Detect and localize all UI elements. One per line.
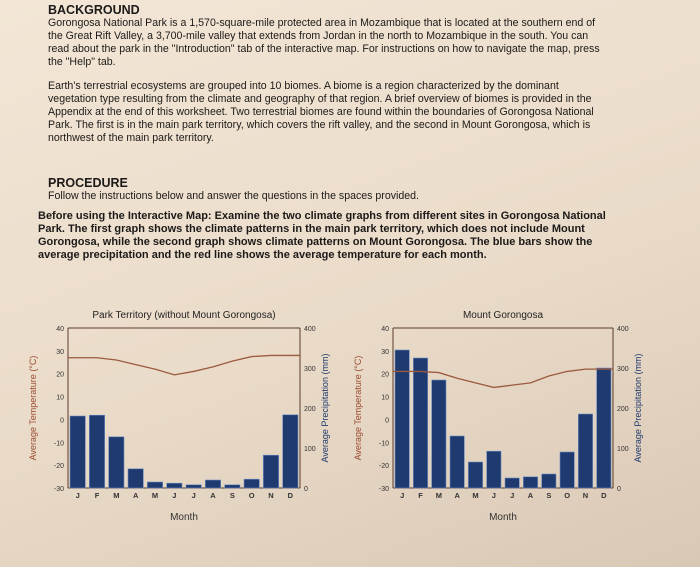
- x-tick-label: J: [172, 491, 177, 500]
- x-tick-label: F: [94, 491, 100, 500]
- x-tick-label: M: [151, 491, 159, 500]
- y-tick-label: 0: [60, 417, 64, 425]
- precipitation-bar: [523, 477, 537, 488]
- precipitation-bar: [505, 478, 519, 488]
- precipitation-bar: [244, 479, 259, 488]
- x-tick-label: D: [601, 491, 607, 500]
- precipitation-bar: [450, 436, 464, 488]
- x-tick-label: A: [527, 491, 534, 500]
- y2-tick-label: 300: [304, 366, 316, 373]
- precipitation-bar: [89, 415, 104, 488]
- background-section: [48, 4, 608, 69]
- x-tick-label: J: [75, 491, 80, 500]
- procedure-section: [48, 177, 608, 203]
- x-axis-label: Month: [489, 512, 517, 523]
- precipitation-bar: [560, 452, 574, 488]
- x-tick-label: M: [435, 491, 442, 500]
- y-tick-label: -30: [53, 486, 64, 493]
- precipitation-bar: [205, 480, 220, 488]
- y2-tick-label: 200: [617, 406, 629, 413]
- precipitation-bar: [186, 485, 201, 488]
- x-tick-label: D: [287, 491, 294, 500]
- temperature-line: [68, 355, 300, 374]
- procedure-intro: Follow the instructions below and answer the questions in the spaces provided.: [48, 190, 419, 202]
- y2-tick-label: 0: [617, 486, 621, 493]
- x-tick-label: O: [564, 491, 571, 500]
- procedure-heading: PROCEDURE: [48, 176, 128, 190]
- precipitation-bar: [542, 474, 556, 488]
- y2-tick-label: 100: [617, 446, 629, 453]
- x-tick-label: S: [229, 491, 235, 500]
- y-tick-label: 10: [56, 394, 64, 402]
- precipitation-bar: [225, 485, 240, 488]
- y-axis-label: Average Temperature (°C): [28, 355, 38, 461]
- y2-tick-label: 200: [304, 406, 316, 413]
- y-tick-label: 30: [381, 348, 389, 356]
- precipitation-bar: [109, 437, 124, 488]
- y-tick-label: 20: [381, 371, 389, 379]
- x-tick-label: M: [113, 491, 120, 500]
- y-axis-label: Average Temperature (°C): [353, 355, 363, 461]
- x-tick-label: J: [400, 491, 405, 500]
- procedure-instructions: Before using the Interactive Map: Examine the two climate graphs from different sites in Gorongosa National Park. The first graph shows the climate patterns in the main park territory, which does not include Mount Gorongosa, while the second graph shows climate patterns on Mount Gorongosa. The blue bars show the average precipitation and the red line shows the average temperature for each month.: [38, 210, 606, 261]
- precipitation-bar: [70, 416, 85, 488]
- biomes-paragraph: Earth's terrestrial ecosystems are grouped into 10 biomes. A biome is a region characterized by the dominant vegetation type resulting from the climate and geography of that region. A brief overview of biomes is provided in the Appendix at the end of this worksheet. Two terrestrial biomes are found within the boundaries of Gorongosa National Park. The first is in the main park territory, which covers the rift valley, and the second in Mount Gorongosa, which is northwest of the main park territory.: [48, 80, 594, 144]
- precipitation-bar: [128, 469, 143, 488]
- x-axis-label: Month: [170, 512, 198, 523]
- climate-chart-mount-gorongosa: [345, 300, 675, 540]
- y-tick-label: -20: [378, 463, 389, 471]
- y2-axis-label: Average Precipitation (mm): [633, 353, 643, 463]
- y2-tick-label: 300: [617, 366, 629, 373]
- background-paragraph: Gorongosa National Park is a 1,570-square-mile protected area in Mozambique that is located at the southern end of the Great Rift Valley, a 3,700-mile valley that extends from Jordan in the north to Mozambique in the south. You can read about the park in the "Introduction" tab of the interactive map. For instructions on how to navigate the map, press the "Help" tab.: [48, 17, 600, 68]
- x-tick-label: S: [546, 491, 552, 500]
- y-tick-label: 10: [381, 394, 389, 402]
- biomes-section: [48, 80, 608, 145]
- y-tick-label: 40: [381, 326, 389, 333]
- y-tick-label: 40: [56, 326, 64, 333]
- y-tick-label: 0: [385, 417, 389, 425]
- x-tick-label: J: [191, 491, 196, 500]
- y2-tick-label: 100: [304, 446, 316, 453]
- y-tick-label: -10: [378, 440, 389, 448]
- precipitation-bar: [263, 455, 278, 488]
- x-tick-label: A: [132, 491, 139, 500]
- precipitation-bar: [432, 380, 446, 488]
- precipitation-bar: [578, 414, 592, 488]
- x-tick-label: N: [582, 491, 589, 500]
- x-tick-label: F: [418, 491, 423, 500]
- precipitation-bar: [597, 368, 611, 488]
- precipitation-bar: [167, 483, 182, 488]
- x-tick-label: A: [210, 491, 216, 500]
- y2-tick-label: 400: [617, 326, 629, 333]
- precipitation-bar: [395, 350, 409, 488]
- x-tick-label: J: [510, 491, 515, 500]
- y-tick-label: -30: [378, 486, 389, 493]
- precipitation-bar: [487, 451, 501, 488]
- x-tick-label: J: [491, 491, 496, 500]
- y-tick-label: -20: [53, 463, 64, 471]
- x-tick-label: N: [268, 491, 274, 500]
- y2-tick-label: 400: [304, 326, 316, 333]
- x-tick-label: M: [472, 491, 479, 500]
- background-heading: BACKGROUND: [48, 3, 140, 17]
- precipitation-bar: [283, 415, 298, 488]
- y2-axis-label: Average Precipitation (mm): [320, 353, 330, 463]
- precipitation-bar: [468, 462, 482, 488]
- y-tick-label: -10: [53, 440, 64, 448]
- climate-chart-park-territory: [20, 300, 340, 540]
- precipitation-bar: [147, 482, 162, 488]
- x-tick-label: A: [454, 491, 460, 500]
- precipitation-bar: [413, 358, 427, 488]
- y-tick-label: 30: [56, 348, 64, 356]
- chart-title: Mount Gorongosa: [462, 310, 544, 321]
- x-tick-label: O: [248, 491, 255, 500]
- y-tick-label: 20: [56, 371, 64, 379]
- y2-tick-label: 0: [304, 486, 308, 493]
- chart-title: Park Territory (without Mount Gorongosa): [92, 310, 276, 321]
